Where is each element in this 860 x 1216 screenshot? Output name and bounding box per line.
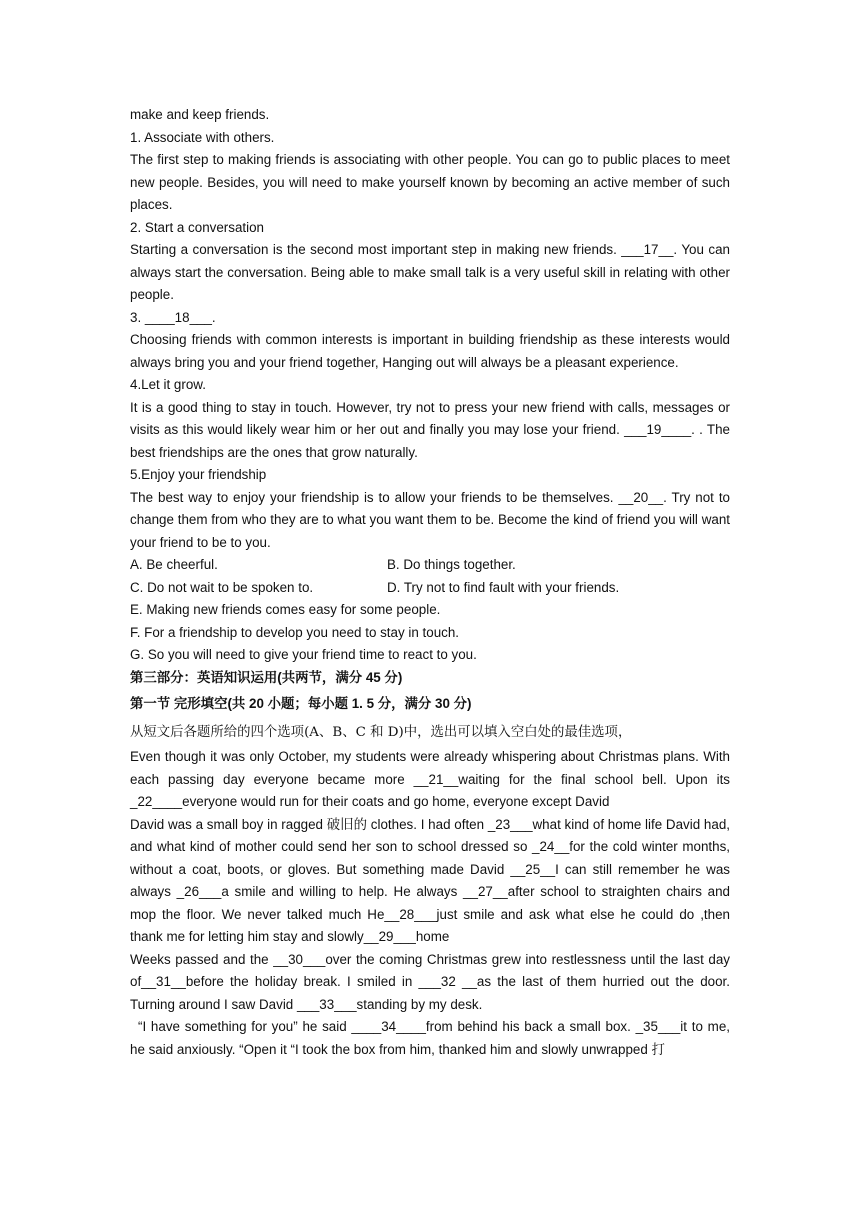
step-body: The best way to enjoy your friendship is to allow your friends to be themselves. __20__. Try not to change them from who they are to what you want them to be. Become the kind of friend you will want your friend to be to you. <box>130 489 730 550</box>
step-body: Choosing friends with common interests is important in building friendship as these interests would always bring you and your friend together, Hanging out will always be a pleasant experience. <box>130 332 730 370</box>
step-body: Starting a conversation is the second most important step in making new friends. ___17__. You can always start the conversation. Being able to make small talk is a very useful skill in relating with other people. <box>130 242 730 302</box>
section1-title: 第一节 完形填空(共 20 小题；每小题 1. 5 分，满分 30 分) <box>130 696 472 711</box>
part3-title: 第三部分：英语知识运用(共两节，满分 45 分) <box>130 669 403 685</box>
option-e: E. Making new friends comes easy for some people. <box>130 602 441 617</box>
option-g: G. So you will need to give your friend time to react to you. <box>130 647 477 662</box>
options-row-cd <box>130 577 730 600</box>
step-heading: 5.Enjoy your friendship <box>130 467 267 482</box>
step-heading: 2. Start a conversation <box>130 219 264 235</box>
step-heading: 1. Associate with others. <box>130 129 275 145</box>
cloze-instruction: 从短文后各题所给的四个选项(A、B、C 和 D)中，选出可以填入空白处的最佳选项， <box>130 724 632 740</box>
options-row-ab <box>130 554 730 577</box>
cloze-paragraph: David was a small boy in ragged 破旧的 clothes. I had often _23___what kind of home life David had, and what kind of mother could send her son to school dressed so _24__for the cold winter months, without a coat, boots, or gloves. But something made David __25__I can still remember he was always _26___a smile and willing to help. He always __27__after school to straighten chairs and mop the floor. We never talked much He__28___just smile and ask what else he could do ,then thank me for letting him stay and slowly__29___home <box>130 816 730 944</box>
cloze-paragraph: “I have something for you” he said ____34____from behind his back a small box. _35___it to me, he said anxiously. “Open it “I took the box from him, thanked him and slowly unwrapped 打 <box>130 1019 730 1057</box>
option-a: A. Be cheerful. <box>130 557 218 572</box>
document-page <box>130 104 730 1061</box>
option-c: C. Do not wait to be spoken to. <box>130 579 314 595</box>
option-f: F. For a friendship to develop you need to stay in touch. <box>130 624 460 640</box>
cloze-paragraph: Even though it was only October, my students were already whispering about Christmas plans. With each passing day everyone became more __21__waiting for the final school bell. Upon its _22____everyone would run for their coats and go home, everyone except David <box>130 749 730 809</box>
cloze-paragraph: Weeks passed and the __30___over the coming Christmas grew into restlessness until the last day of__31__before the holiday break. I smiled in ___32 __as the last of them hurried out the door. Turning around I saw David ___33___standing by my desk. <box>130 951 730 1012</box>
option-d: D. Try not to find fault with your friends. <box>387 579 620 595</box>
option-b: B. Do things together. <box>387 557 516 572</box>
step-heading: 3. ____18___. <box>130 309 216 325</box>
intro-tail: make and keep friends. <box>130 107 270 122</box>
step-heading: 4.Let it grow. <box>130 377 206 392</box>
step-body: The first step to making friends is associating with other people. You can go to public places to meet new people. Besides, you will need to make yourself known by becoming an active member of such places. <box>130 152 730 212</box>
step-body: It is a good thing to stay in touch. However, try not to press your new friend with calls, messages or visits as this would likely wear him or her out and finally you may lose your friend. ___19____. . The best friendships are the ones that grow naturally. <box>130 399 730 460</box>
